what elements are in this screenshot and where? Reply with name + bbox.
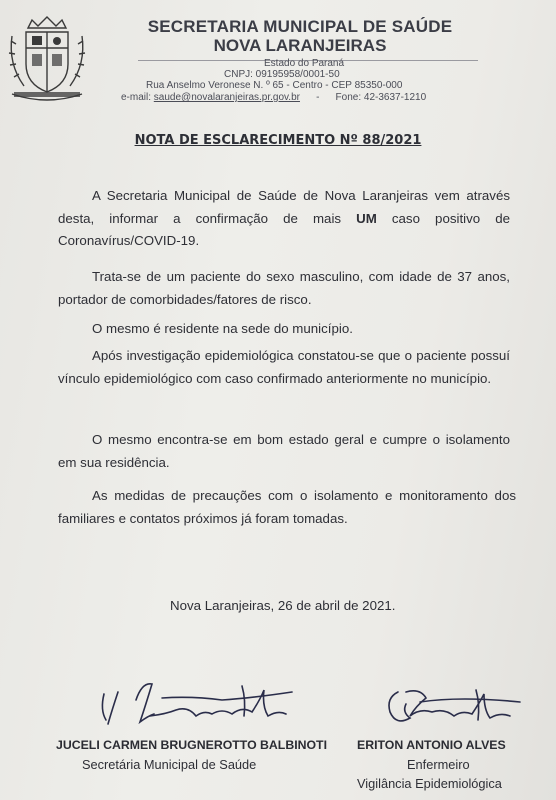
paragraph-6 bbox=[58, 485, 516, 530]
paragraph-5-text: O mesmo encontra-se em bom estado geral e cumpre o isolamento em sua residência. bbox=[58, 432, 510, 470]
paragraph-2-text: Trata-se de um paciente do sexo masculino, com idade de 37 anos, portador de comorbidades/fatores de risco. bbox=[58, 269, 510, 307]
header-municipio: NOVA LARANJEIRAS bbox=[213, 36, 387, 55]
paragraph-2 bbox=[58, 266, 510, 311]
paragraph-1-bold: UM bbox=[356, 210, 377, 226]
document-date: Nova Laranjeiras, 26 de abril de 2021. bbox=[170, 598, 396, 613]
paragraph-4 bbox=[58, 345, 510, 390]
header-secretaria: SECRETARIA MUNICIPAL DE SAÚDE bbox=[147, 17, 453, 36]
signature-juceli bbox=[92, 670, 302, 732]
paragraph-3 bbox=[58, 318, 510, 341]
document-title: NOTA DE ESCLARECIMENTO Nº 88/2021 bbox=[134, 133, 422, 148]
signatory-1-name: JUCELI CARMEN BRUGNEROTTO BALBINOTI bbox=[56, 738, 327, 752]
header-cnpj: CNPJ: 09195958/0001-50 bbox=[224, 69, 340, 80]
signatory-1-role: Secretária Municipal de Saúde bbox=[82, 757, 257, 772]
paragraph-3-text: O mesmo é residente na sede do município. bbox=[92, 321, 353, 336]
signatory-2-name: ERITON ANTONIO ALVES bbox=[357, 738, 506, 752]
contact-separator: - bbox=[316, 92, 320, 103]
signature-eriton bbox=[380, 672, 530, 734]
paragraph-1-text-b: caso positivo de Coronavírus/COVID-19. bbox=[58, 210, 510, 248]
paragraph-1-text-a: A Secretaria Municipal de Saúde de Nova Laranjeiras vem através desta, informar a confirmação de mais bbox=[58, 188, 510, 226]
signatory-2-role: Enfermeiro bbox=[407, 757, 470, 772]
header-fone: Fone: 42-3637-1210 bbox=[335, 92, 427, 103]
header-estado: Estado do Paraná bbox=[264, 58, 345, 69]
municipal-coat-of-arms-icon bbox=[6, 14, 88, 104]
email-label: e-mail: bbox=[121, 92, 152, 103]
header-endereco: Rua Anselmo Veronese N. º 65 - Centro - CEP 85350-000 bbox=[146, 80, 403, 91]
paragraph-5 bbox=[58, 429, 510, 474]
header-contact-line bbox=[121, 92, 426, 103]
paragraph-1 bbox=[58, 185, 510, 253]
paragraph-4-text: Após investigação epidemiológica constatou-se que o paciente possuí vínculo epidemiológico com caso confirmado anteriormente no município. bbox=[58, 348, 510, 386]
paragraph-6-text: As medidas de precauções com o isolamento e monitoramento dos familiares e contatos próximos já foram tomadas. bbox=[58, 488, 516, 526]
email-link[interactable]: saude@novalaranjeiras.pr.gov.br bbox=[153, 92, 300, 103]
signatory-2-department: Vigilância Epidemiológica bbox=[357, 776, 502, 791]
